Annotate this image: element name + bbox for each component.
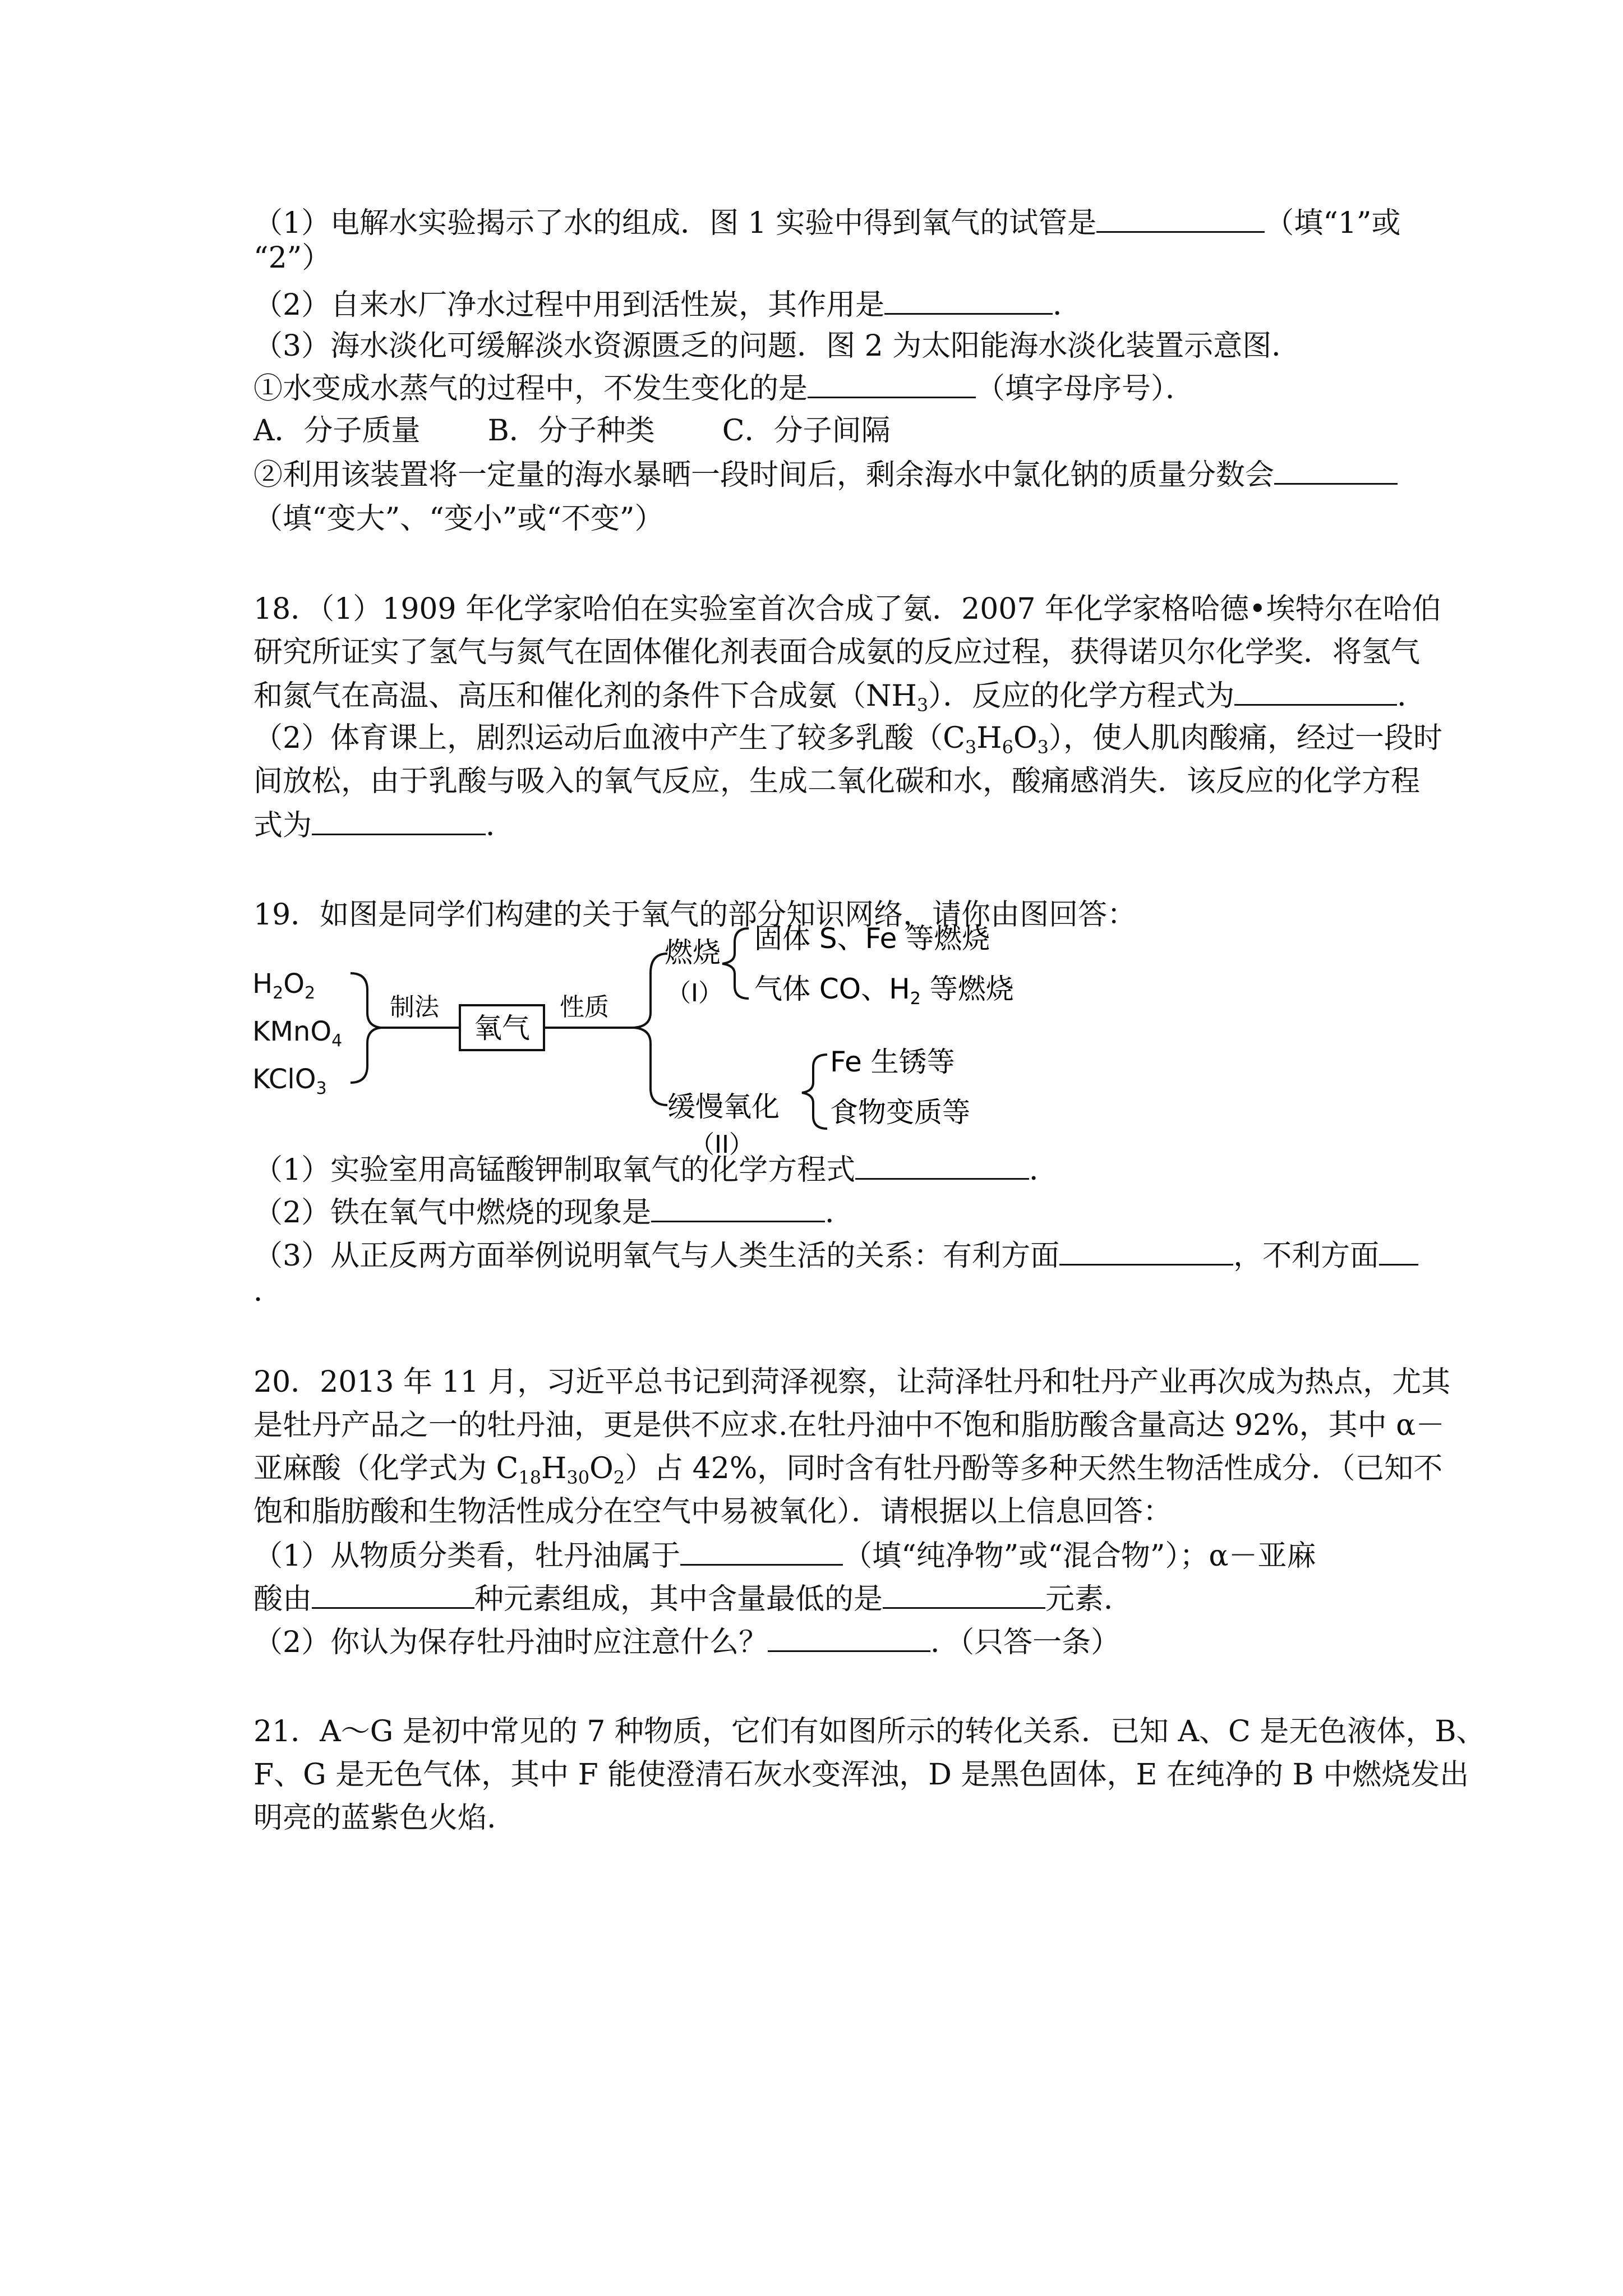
- slow-oxidation-rust: Fe 生锈等: [830, 1046, 955, 1078]
- combustion-brace: [722, 928, 749, 999]
- q18-line-4: （2）体育课上，剧烈运动后血液中产生了较多乳酸$(C_3H_6O_3)$，使人肌肉酸痛，经过一段时: [253, 721, 1442, 758]
- reactant-kmno4: KMnO$_4$: [252, 1016, 343, 1051]
- q17-sub1-line: ①水变成水蒸气的过程中，不发生变化的是 （填字母序号）．: [253, 370, 1195, 407]
- q20-line-6: 酸由 种元素组成，其中含量最低的是 元素．: [253, 1580, 1133, 1617]
- reactant-kclo3: KClO$_3$: [252, 1064, 327, 1098]
- q17-sub2-cont: （填“变大”、“变小”或“不变”）: [253, 502, 664, 536]
- answer-blank[interactable]: [855, 1151, 1029, 1180]
- q18-line-5: 间放松，由于乳酸与吸入的氧气反应，生成二氧化碳和水，酸痛感消失．该反应的化学方程: [253, 765, 1421, 798]
- answer-blank[interactable]: [312, 1580, 474, 1609]
- q19-intro: 19．如图是同学们构建的关于氧气的部分知识网络，请你由图回答：: [253, 898, 1137, 932]
- q18-line-1: 18．（1）1909 年化学家哈伯在实验室首次合成了氨．2007 年化学家格哈德•埃特尔在哈伯: [253, 592, 1441, 626]
- q21-line-1: 21．A～G 是初中常见的 7 种物质，它们有如图所示的转化关系．已知 A、C 是无色液体，B、: [253, 1715, 1486, 1749]
- q17-options-line: [253, 413, 891, 449]
- q20-line-4: 饱和脂肪酸和生物活性成分在空气中易被氧化）．请根据以上信息回答：: [253, 1495, 1173, 1529]
- answer-blank[interactable]: [883, 1580, 1045, 1609]
- label-combustion: 燃烧: [665, 936, 721, 969]
- q19-part1-line: （1）实验室用高锰酸钾制取氧气的化学方程式 ．: [253, 1151, 1058, 1188]
- answer-blank[interactable]: [312, 807, 486, 835]
- q19-part2-line: （2）铁在氧气中燃烧的现象是 ．: [253, 1194, 854, 1231]
- q21-line-3: 明亮的蓝紫色火焰.: [253, 1801, 496, 1835]
- q20-line-5: （1）从物质分类看，牡丹油属于 （填“纯净物”或“混合物”）；α－亚麻: [253, 1537, 1316, 1574]
- answer-blank[interactable]: [651, 1194, 825, 1222]
- option-c: C．分子间隔: [722, 414, 891, 448]
- q19-part3-cont: ．: [253, 1274, 283, 1308]
- q17-part1-line: （1）电解水实验揭示了水的组成．图 1 实验中得到氧气的试管是 （填“1”或: [253, 204, 1401, 241]
- label-combustion-num: （I）: [666, 979, 723, 1007]
- q18-line-3: 和氮气在高温、高压和催化剂的条件下合成氨$(NH_3)$．反应的化学方程式为 ．: [253, 677, 1426, 723]
- q17-part2-line: （2）自来水厂净水过程中用到活性炭，其作用是 ．: [253, 286, 1082, 323]
- q18-line-6: 式为 ．: [253, 807, 515, 844]
- option-a: A．分子质量: [253, 414, 421, 448]
- label-method: 制法: [390, 993, 439, 1022]
- answer-blank[interactable]: [680, 1537, 843, 1566]
- q20-line-7: （2）你认为保存牡丹油时应注意什么？ ．（只答一条）: [253, 1623, 1120, 1660]
- answer-blank[interactable]: [768, 1623, 930, 1652]
- option-b: B．分子种类: [487, 414, 655, 448]
- q21-line-2: F、G 是无色气体，其中 F 能使澄清石灰水变浑浊，D 是黑色固体，E 在纯净的 B 中燃烧发出: [253, 1758, 1469, 1792]
- q17-part1-cont: “2”）: [253, 241, 331, 275]
- q19-part3-line: （3）从正反两方面举例说明氧气与人类生活的关系：有利方面 ，不利方面: [253, 1237, 1418, 1274]
- answer-blank[interactable]: [1096, 204, 1265, 233]
- label-slow-oxidation: 缓慢氧化: [667, 1091, 780, 1123]
- q20-line-1: 20．2013 年 11 月，习近平总书记到菏泽视察，让菏泽牡丹和牡丹产业再次成为热点，尤其: [253, 1365, 1451, 1399]
- answer-blank[interactable]: [1234, 677, 1397, 706]
- slow-oxidation-brace: [802, 1055, 827, 1129]
- label-property: 性质: [560, 993, 609, 1022]
- oxygen-knowledge-diagram: [241, 920, 1054, 1156]
- left-brace: [351, 973, 381, 1083]
- property-brace: [634, 954, 667, 1105]
- q17-sub2-line: ②利用该装置将一定量的海水暴晒一段时间后，剩余海水中氯化钠的质量分数会: [253, 456, 1398, 493]
- combustion-gas: 气体 CO、$H_2$ 等燃烧: [754, 973, 1014, 1009]
- answer-blank[interactable]: [884, 286, 1053, 315]
- answer-blank[interactable]: [1274, 456, 1398, 485]
- q20-line-2: 是牡丹产品之一的牡丹油，更是供不应求.在牡丹油中不饱和脂肪酸含量高达 92%，其中 α－: [253, 1409, 1445, 1442]
- combustion-solid: 固体 S、Fe 等燃烧: [754, 922, 990, 955]
- q20-line-3: 亚麻酸（化学式为 $C_{18}H_{30}O_2$）占 42%，同时含有牡丹酚等多种天然生物活性成分．（已知不: [253, 1452, 1443, 1488]
- answer-blank[interactable]: [808, 370, 976, 398]
- label-oxygen: 氧气: [474, 1012, 530, 1045]
- reactant-h2o2: $H_2O_2$: [252, 968, 316, 1003]
- label-slow-oxidation-num: （II）: [690, 1130, 754, 1156]
- q17-part3-line: （3）海水淡化可缓解淡水资源匮乏的问题．图 2 为太阳能海水淡化装置示意图．: [253, 329, 1301, 363]
- slow-oxidation-food: 食物变质等: [830, 1096, 970, 1129]
- answer-blank[interactable]: [1379, 1237, 1418, 1266]
- q18-line-2: 研究所证实了氢气与氮气在固体催化剂表面合成氨的反应过程，获得诺贝尔化学奖．将氢气: [253, 636, 1421, 669]
- answer-blank[interactable]: [1059, 1237, 1233, 1266]
